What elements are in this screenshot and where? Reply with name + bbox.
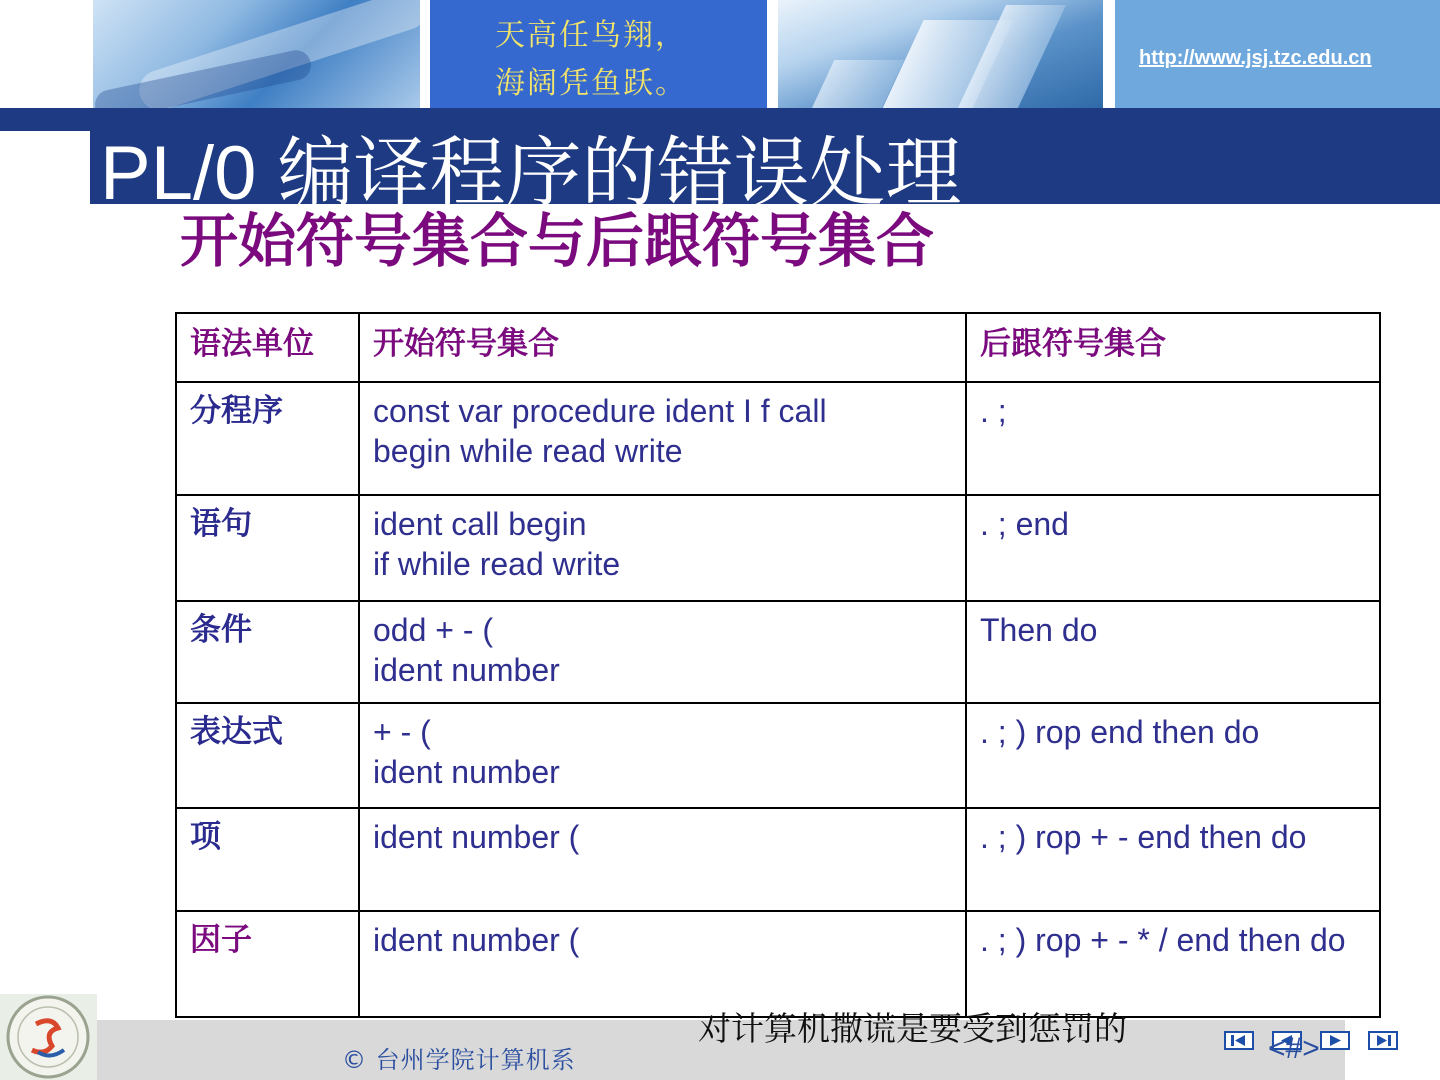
table-row (176, 703, 1380, 808)
column-header-unit: 语法单位 (176, 313, 359, 382)
cell-unit: 因子 (176, 911, 359, 1017)
website-link[interactable]: http://www.jsj.tzc.edu.cn (1139, 47, 1372, 69)
column-header-follow-set: 后跟符号集合 (966, 313, 1380, 382)
cell-follow-set: . ; (966, 382, 1380, 495)
column-header-first-set: 开始符号集合 (359, 313, 966, 382)
copyright-text: © 台州学院计算机系 (342, 1046, 576, 1074)
table-row (176, 808, 1380, 911)
cell-unit: 语句 (176, 495, 359, 601)
motto-panel (430, 0, 767, 108)
cell-follow-set: Then do (966, 601, 1380, 703)
first-follow-sets-table (175, 312, 1381, 1018)
table-row (176, 382, 1380, 495)
cell-first-set: ident number ( (359, 808, 966, 911)
slide-title: PL/0 编译程序的错误处理 (100, 131, 962, 216)
last-slide-button[interactable] (1368, 1031, 1398, 1050)
url-panel (1115, 0, 1440, 108)
first-slide-icon (1228, 1034, 1250, 1047)
motto-line-2: 海阔凭鱼跃。 (495, 66, 687, 101)
university-logo (0, 994, 97, 1080)
cell-follow-set: . ; ) rop + - end then do (966, 808, 1380, 911)
page-number: <#> (1268, 1032, 1320, 1065)
table-row (176, 601, 1380, 703)
cell-unit: 项 (176, 808, 359, 911)
title-bar-accent (0, 108, 90, 131)
cell-follow-set: . ; ) rop end then do (966, 703, 1380, 808)
cell-unit: 条件 (176, 601, 359, 703)
keyboard-hands-image (93, 0, 420, 108)
cell-unit: 表达式 (176, 703, 359, 808)
slide-subtitle: 开始符号集合与后跟符号集合 (180, 207, 935, 275)
cell-first-set: ident call begin if while read write (359, 495, 966, 601)
table-row (176, 911, 1380, 1017)
last-slide-icon (1372, 1034, 1394, 1047)
cell-first-set: odd + - ( ident number (359, 601, 966, 703)
cell-first-set: + - ( ident number (359, 703, 966, 808)
motto-line-1: 天高任鸟翔， (495, 18, 687, 53)
first-slide-button[interactable] (1224, 1031, 1254, 1050)
cell-first-set: ident number ( (359, 911, 966, 1017)
next-slide-button[interactable] (1320, 1031, 1350, 1050)
next-slide-icon (1324, 1034, 1346, 1047)
table-row (176, 495, 1380, 601)
cell-first-set: const var procedure ident I f call begin while read write (359, 382, 966, 495)
footer-note: 对计算机撒谎是要受到惩罚的 (698, 1009, 1127, 1048)
table-header-row (176, 313, 1380, 382)
cell-unit: 分程序 (176, 382, 359, 495)
skyscraper-image (778, 0, 1103, 108)
cell-follow-set: . ; end (966, 495, 1380, 601)
cell-follow-set: . ; ) rop + - * / end then do (966, 911, 1380, 1017)
header-banner (0, 0, 1440, 108)
